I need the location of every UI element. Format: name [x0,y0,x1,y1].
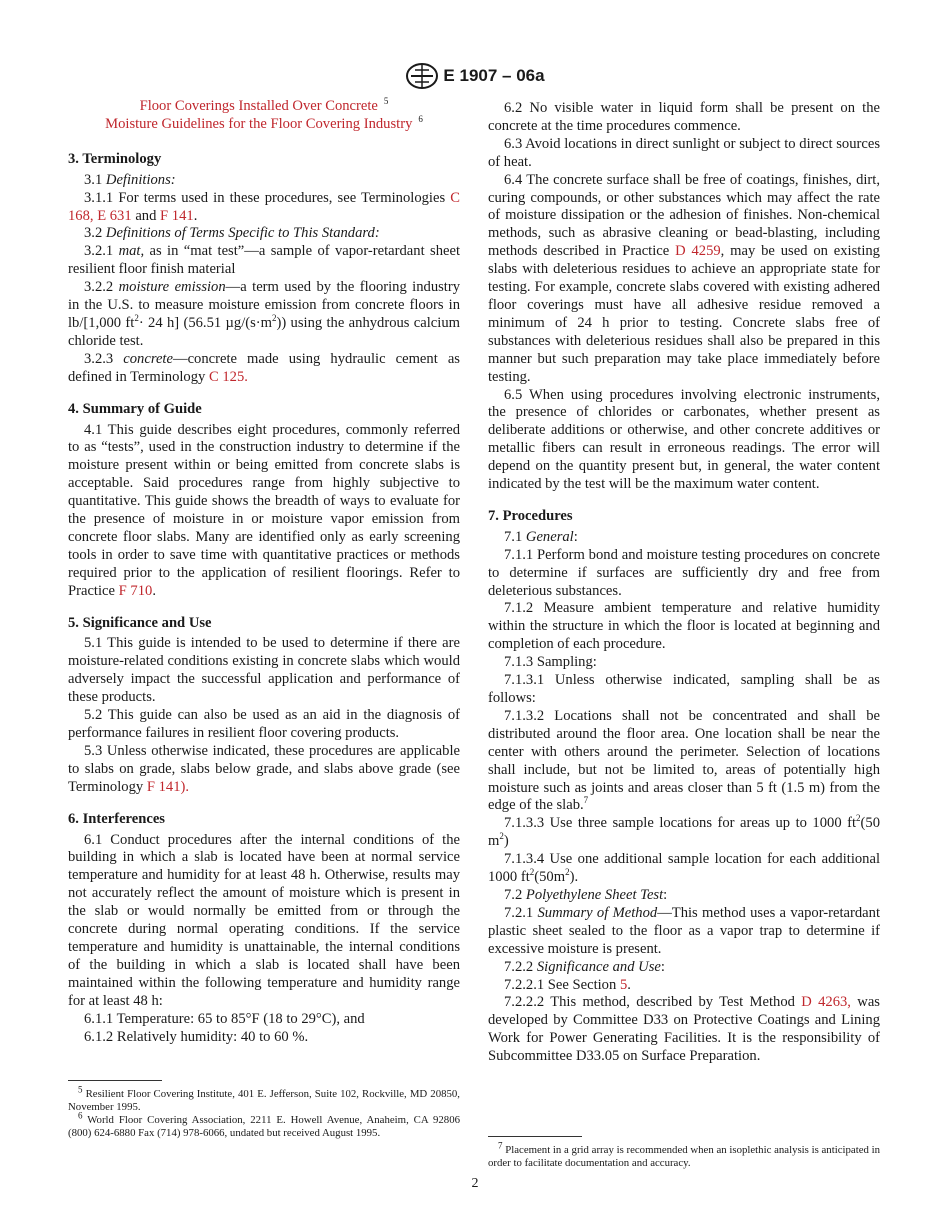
paragraph: 6.2 No visible water in liquid form shall be present on the concrete at the time procedures commence. [488,100,880,134]
section-heading-significance: 5. Significance and Use [68,614,212,631]
paragraph: 3.2.1 mat, as in “mat test”—a sample of vapor-retardant sheet resilient floor finish material [68,243,460,278]
paragraph: 7.1.2 Measure ambient temperature and relative humidity within the structure in which the floor is located at beginning and completion of each procedure. [488,600,880,653]
footnote-divider [488,1136,582,1137]
section-heading-interferences: 6. Interferences [68,810,165,827]
paragraph: 3.1.1 For terms used in these procedures, see Terminologies C 168, E 631 and F 141. [68,189,460,224]
paragraph: 3.1 Definitions: [84,171,176,188]
paragraph: 5.3 Unless otherwise indicated, these procedures are applicable to slabs on grade, slabs below grade, and slabs above grade (see Terminology F 141). [68,742,460,795]
footnote: $^6$ World Floor Covering Association, 2211 E. Howell Avenue, Anaheim, CA 92806 (800) 624-6880 Fax (714) 978-6066, undated but received August 1995. [68,1110,460,1139]
reference-link[interactable]: 5 [619,976,628,993]
section-heading-summary: 4. Summary of Guide [68,400,202,417]
paragraph: 7.1.3.1 Unless otherwise indicated, sampling shall be as follows: [488,672,880,706]
footnote: $^7$ Placement in a grid array is recommended when an isoplethic analysis is anticipated in order to facilitate documentation and accuracy. [488,1140,880,1169]
referenced-document[interactable]: Moisture Guidelines for the Floor Covering Industry $^6$ [105,114,423,132]
paragraph: 5.1 This guide is intended to be used to determine if there are moisture-related conditions existing in concrete slabs which would adversely impact the successful application and performance of these products. [68,635,460,706]
document-header [0,62,950,90]
referenced-document[interactable]: Floor Coverings Installed Over Concrete $^5$ [139,96,389,114]
section-heading-procedures: 7. Procedures [488,507,573,524]
astm-logo-icon [405,62,439,90]
paragraph: 6.1.2 Relatively humidity: 40 to 60 %. [84,1028,309,1045]
paragraph: 7.2.2.1 See Section 5. [504,976,631,993]
section-heading-terminology: 3. Terminology [68,150,162,167]
reference-link[interactable]: C 125. [208,368,248,385]
page-number: 2 [471,1176,479,1191]
footnote-divider [68,1080,162,1081]
reference-link[interactable]: F 710 [118,582,153,599]
right-column [488,100,880,1066]
reference-link[interactable]: F 141 [160,207,194,224]
footnote-marker[interactable]: 7 [583,795,589,806]
reference-link[interactable]: C 168, E 631 [68,189,460,224]
paragraph: 4.1 This guide describes eight procedures, commonly referred to as “tests”, used in the construction industry to determine if the moisture present within or being emitted from concrete slabs is acceptable. Said procedures range from highly subjective to quantitative. This guide shows the breadth of ways to evaluate for the presence of moisture in or moisture vapor emission from concrete floor slabs. Many are identified only as early screening tools in order to save time with quantitative practices or methods required prior to the application of resilient floorings. Refer to Practice F 710. [68,421,460,599]
paragraph: 7.1 General: [504,528,578,545]
paragraph: 6.5 When using procedures involving electronic instruments, the presence of chlorides or carbonates, whether present as deliberate additions or otherwise, and other concrete additives or metallic fibers can result in erroneous readings. The error will depend on the quantity present but, in general, the water content indicated by the test will be the maximum water content. [488,386,880,493]
paragraph: 7.1.3 Sampling: [504,654,597,671]
paragraph: 7.1.3.2 Locations shall not be concentrated and shall be distributed around the floor area. One location shall be near the center with others around the perimeter. Selection of locations shall include, but not be limited to, areas of potentially high moisture such as joints and areas closer than 5 ft (1.5 m) from the edge of the slab.$^7$ [488,707,880,814]
left-column [68,98,460,1046]
paragraph: 7.2.2.2 This method, described by Test Method D 4263, was developed by Committee D33 on Protective Coatings and Lining Work for Power Generating Facilities. It is the responsibility of Subcommittee D33.05 on Surface Preparation. [488,994,880,1065]
paragraph: 6.4 The concrete surface shall be free of coatings, finishes, dirt, curing compounds, or other substances which may affect the rate of moisture dissipation or the adhesion of finishes. Non-chemical methods, such as abrasive cleaning or bead-blasting, including methods described in Practice D 4259, may be used on existing slabs with deleterious residues to achieve an appropriate state for testing. For example, concrete slabs covered with existing adhered floor coverings must have all adhesive residue removed a minimum of 24 h prior to testing. Concrete slabs free of substances with deleterious residues shall also be prepared in this manner but such preparation may take place immediately before testing. [488,171,880,385]
paragraph: 7.1.1 Perform bond and moisture testing procedures on concrete to determine if surfaces are sufficiently dry and free from deleterious substances. [488,546,880,599]
paragraph: 7.2.1 Summary of Method—This method uses a vapor-retardant plastic sheet sealed to the floor as a vapor trap to determine if excessive moisture is present. [488,904,880,957]
footnotes-left [68,1084,460,1140]
paragraph: 3.2 Definitions of Terms Specific to This Standard: [84,225,380,242]
paragraph: 6.1 Conduct procedures after the internal conditions of the building in which a slab is located have been at normal service temperature and humidity for at least 48 h. Otherwise, results may not accurately reflect the amount of moisture which is present in the slab or would normally be emitted from or through the concrete during normal operating conditions. If the service temperature and humidity is unattainable, the internal conditions of the building in which a slab is located shall have been maintained within the following temperature and humidity range for at least 48 h: [68,831,460,1009]
footnote: $^5$ Resilient Floor Covering Institute, 401 E. Jefferson, Suite 102, Rockville, MD 20850, November 1995. [68,1084,460,1113]
paragraph: 5.2 This guide can also be used as an aid in the diagnosis of performance failures in resilient floor covering products. [68,707,460,741]
paragraph: 7.2.2 Significance and Use: [504,958,665,975]
paragraph: 7.1.3.3 Use three sample locations for areas up to 1000 $ft^2(50$ $m^2$) [488,813,880,850]
paragraph: 7.2 Polyethylene Sheet Test: [504,886,668,903]
reference-link[interactable]: D 4259 [675,243,721,260]
paragraph: 3.2.3 concrete—concrete made using hydraulic cement as defined in Terminology C 125. [68,350,460,385]
paragraph: 7.1.3.4 Use one additional sample location for each additional 1000 $ft^2(50m^2)$. [488,851,880,886]
paragraph: 6.3 Avoid locations in direct sunlight or subject to direct sources of heat. [488,135,880,170]
paragraph: 6.1.1 Temperature: 65 to 85°F (18 to 29°C), and [84,1010,365,1027]
footnotes-right [488,1140,880,1170]
reference-link[interactable]: D 4263, [801,994,851,1011]
reference-link[interactable]: F 141). [146,778,190,795]
standard-designation: E 1907 – 06a [443,66,545,85]
paragraph: 3.2.2 moisture emission—a term used by the flooring industry in the U.S. to measure moisture emission from concrete floors in lb/[1,000 $ft^2\cdot 24$ h] (56.51 $\mu g/(s\cdot m^2)$) using the anhydrous calcium chloride test. [68,279,461,349]
